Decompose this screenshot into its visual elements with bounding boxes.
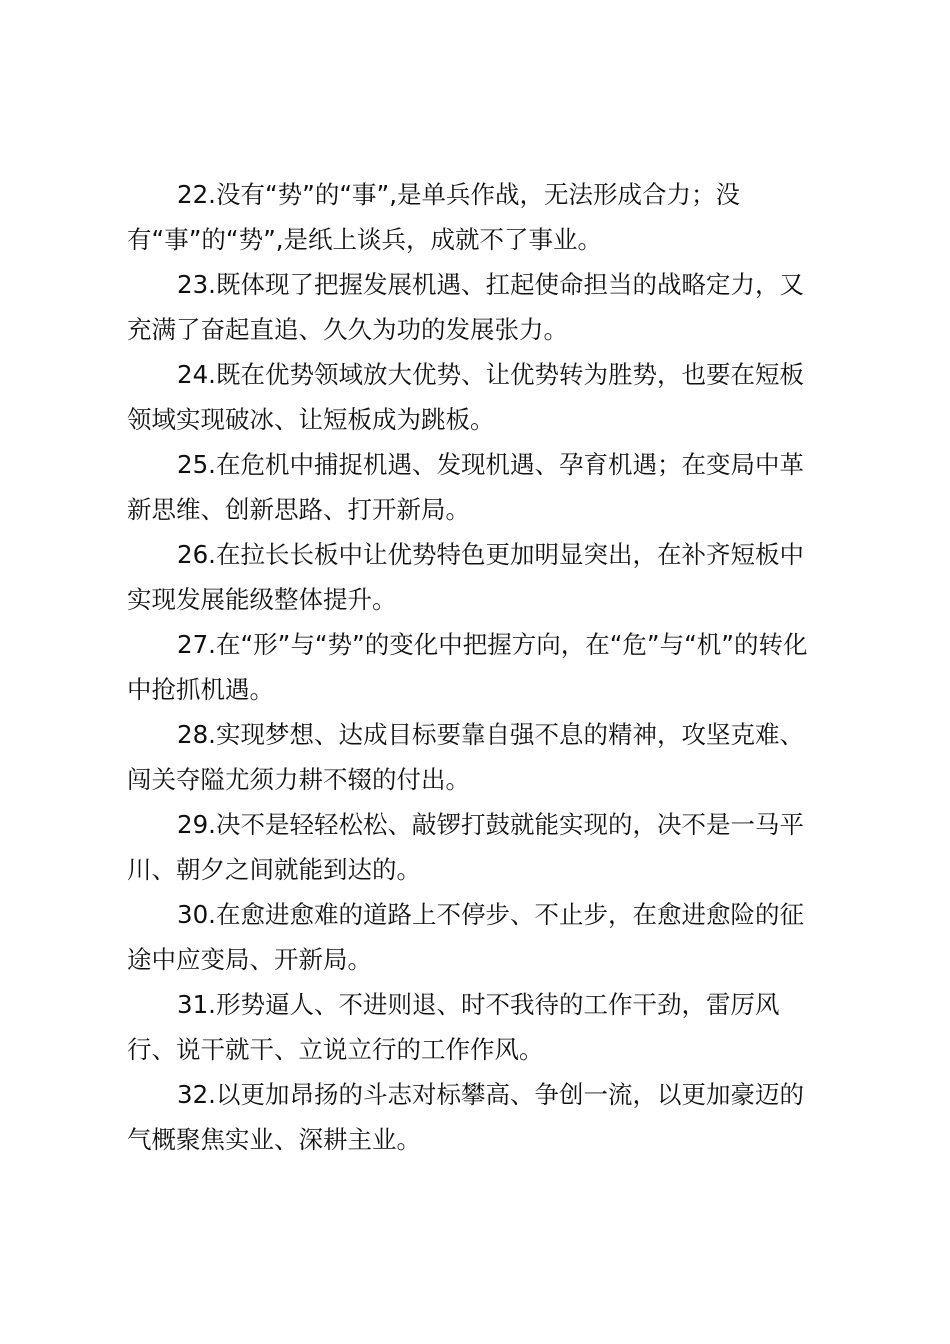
paragraph-25 (127, 442, 817, 532)
paragraph-22-line-1: 22.没有“势”的“事”,是单兵作战，无法形成合力；没 (177, 180, 741, 209)
paragraph-31-line-1: 31.形势逼人、不进则退、时不我待的工作干劲，雷厉风 (177, 990, 780, 1019)
paragraph-22-line-2: 有“事”的“势”,是纸上谈兵，成就不了事业。 (127, 225, 603, 254)
paragraph-29-line-2: 川、朝夕之间就能到达的。 (127, 855, 421, 884)
paragraph-27 (127, 622, 817, 712)
paragraph-25-line-2: 新思维、创新思路、打开新局。 (127, 495, 470, 524)
paragraph-27-line-1: 27.在“形”与“势”的变化中把握方向，在“危”与“机”的转化 (177, 630, 808, 659)
paragraph-23 (127, 262, 817, 352)
paragraph-31-line-2: 行、说干就干、立说立行的工作作风。 (127, 1035, 544, 1064)
paragraph-30-line-2: 途中应变局、开新局。 (127, 945, 372, 974)
paragraph-30 (127, 892, 817, 982)
paragraph-30-line-1: 30.在愈进愈难的道路上不停步、不止步，在愈进愈险的征 (177, 900, 804, 929)
paragraph-24-line-2: 领域实现破冰、让短板成为跳板。 (127, 405, 495, 434)
document-body (127, 172, 817, 1162)
paragraph-26 (127, 532, 817, 622)
paragraph-22 (127, 172, 817, 262)
paragraph-27-line-2: 中抢抓机遇。 (127, 675, 274, 704)
paragraph-32 (127, 1072, 817, 1162)
paragraph-29 (127, 802, 817, 892)
paragraph-28-line-1: 28.实现梦想、达成目标要靠自强不息的精神，攻坚克难、 (177, 720, 804, 749)
paragraph-29-line-1: 29.决不是轻轻松松、敲锣打鼓就能实现的，决不是一马平 (177, 810, 804, 839)
paragraph-23-line-1: 23.既体现了把握发展机遇、扛起使命担当的战略定力，又 (177, 270, 804, 299)
paragraph-26-line-1: 26.在拉长长板中让优势特色更加明显突出，在补齐短板中 (177, 540, 804, 569)
paragraph-24 (127, 352, 817, 442)
paragraph-26-line-2: 实现发展能级整体提升。 (127, 585, 397, 614)
paragraph-31 (127, 982, 817, 1072)
paragraph-28 (127, 712, 817, 802)
paragraph-23-line-2: 充满了奋起直追、久久为功的发展张力。 (127, 315, 568, 344)
paragraph-32-line-1: 32.以更加昂扬的斗志对标攀高、争创一流，以更加豪迈的 (177, 1080, 804, 1109)
paragraph-24-line-1: 24.既在优势领域放大优势、让优势转为胜势，也要在短板 (177, 360, 804, 389)
paragraph-32-line-2: 气概聚焦实业、深耕主业。 (127, 1125, 421, 1154)
paragraph-25-line-1: 25.在危机中捕捉机遇、发现机遇、孕育机遇；在变局中革 (177, 450, 804, 479)
paragraph-28-line-2: 闯关夺隘尤须力耕不辍的付出。 (127, 765, 470, 794)
